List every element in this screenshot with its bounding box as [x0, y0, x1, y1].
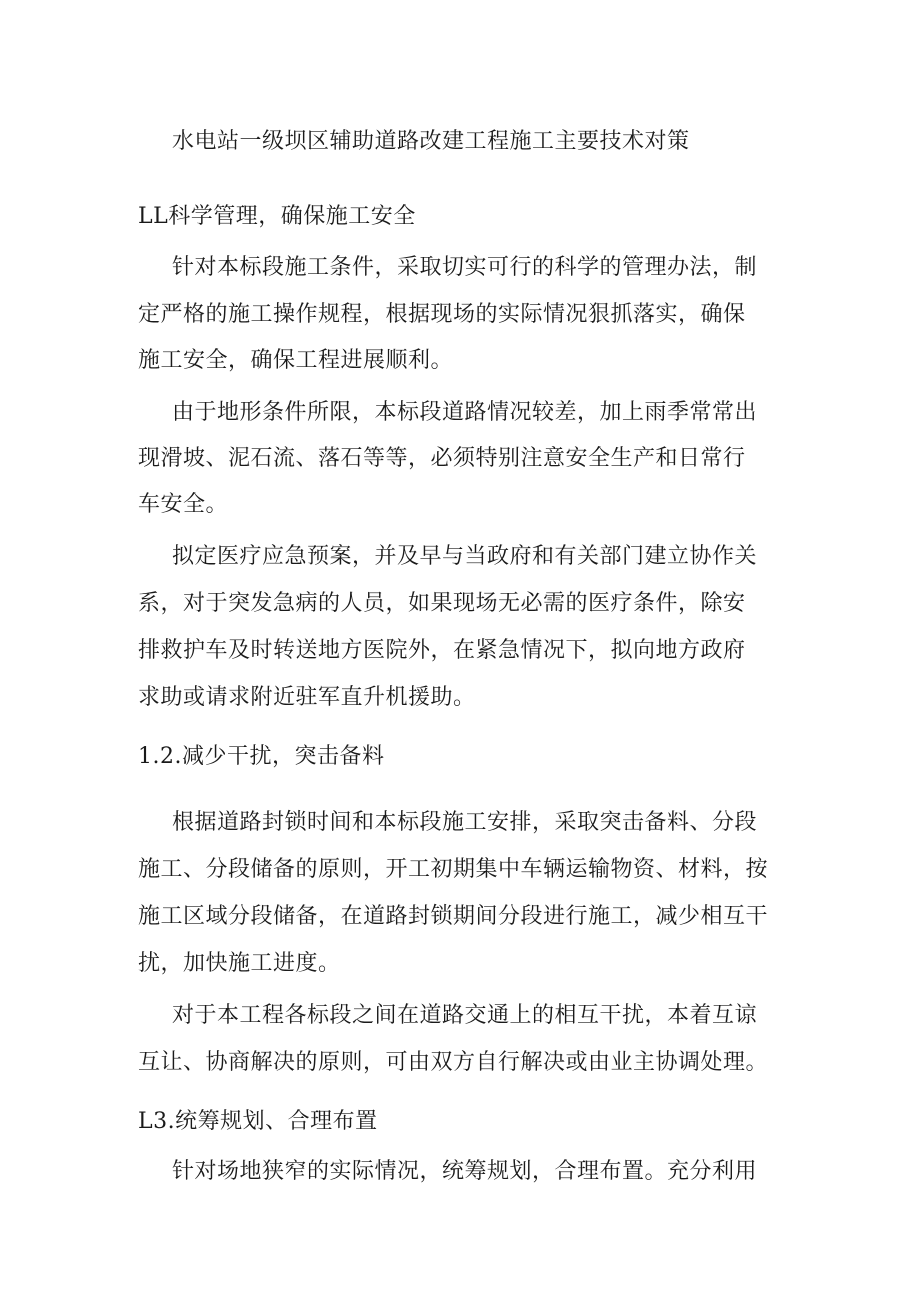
paragraph-line: 针对本标段施工条件，采取切实可行的科学的管理办法，制: [172, 255, 758, 280]
paragraph-line: 求助或请求附近驻军直升机援助。: [138, 685, 476, 710]
paragraph-line: 扰，加快施工进度。: [138, 951, 341, 976]
paragraph-line: 拟定医疗应急预案，并及早与当政府和有关部门建立协作关: [172, 544, 758, 569]
paragraph-line: 互让、协商解决的原则，可由双方自行解决或由业主协调处理。: [138, 1050, 769, 1075]
paragraph-line: 根据道路封锁时间和本标段施工安排，采取突击备料、分段: [172, 810, 758, 835]
paragraph-line: 车安全。: [138, 492, 229, 517]
section-heading-1: LL科学管理，确保施工安全: [138, 204, 416, 229]
paragraph-line: 定严格的施工操作规程，根据现场的实际情况狠抓落实，确保: [138, 302, 746, 327]
paragraph-line: 针对场地狭窄的实际情况，统筹规划，合理布置。充分利用: [172, 1159, 758, 1184]
section-heading-3: L3.统筹规划、合理布置: [138, 1109, 378, 1134]
paragraph-line: 施工安全，确保工程进展顺利。: [138, 348, 454, 373]
section-heading-2: 1.2.减少干扰，突击备料: [138, 744, 385, 769]
paragraph-line: 施工、分段储备的原则，开工初期集中车辆运输物资、材料，按: [138, 857, 769, 882]
paragraph-line: 对于本工程各标段之间在道路交通上的相互干扰，本着互谅: [172, 1003, 758, 1028]
document-title: 水电站一级坝区辅助道路改建工程施工主要技术对策: [172, 129, 690, 154]
paragraph-line: 排救护车及时转送地方医院外，在紧急情况下，拟向地方政府: [138, 638, 746, 663]
paragraph-line: 系，对于突发急病的人员，如果现场无必需的医疗条件，除安: [138, 591, 746, 616]
paragraph-line: 现滑坡、泥石流、落石等等，必须特别注意安全生产和日常行: [138, 446, 746, 471]
paragraph-line: 施工区域分段储备，在道路封锁期间分段进行施工，减少相互干: [138, 904, 769, 929]
paragraph-line: 由于地形条件所限，本标段道路情况较差，加上雨季常常出: [172, 400, 758, 425]
